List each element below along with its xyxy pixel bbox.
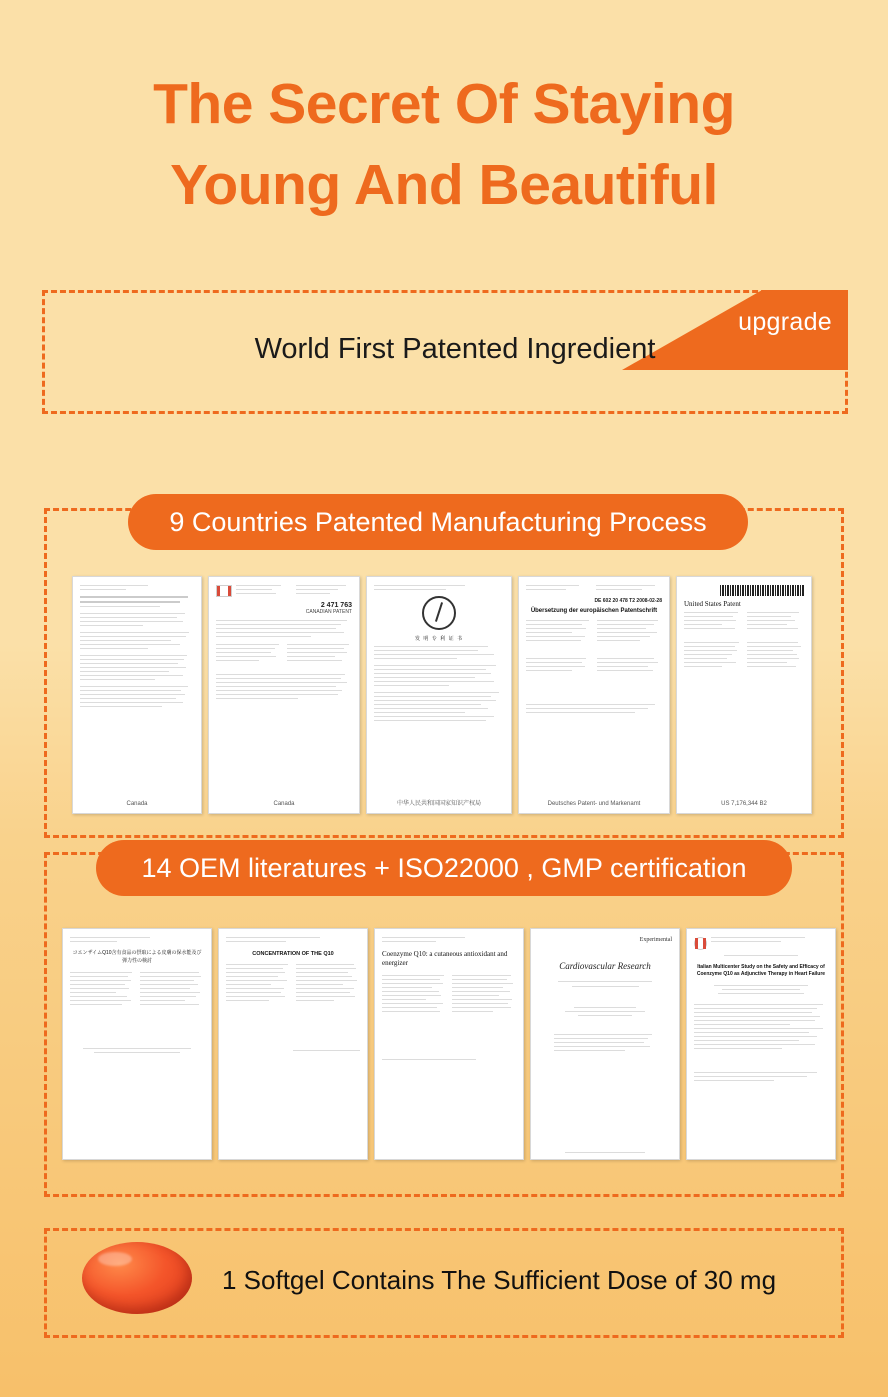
oem-literature-multicentre-study	[686, 928, 836, 1160]
literature-title: CONCENTRATION OF THE Q10	[252, 951, 334, 957]
patent-title: United States Patent	[684, 600, 741, 608]
doc-footer-label: Canada	[273, 801, 295, 807]
european-patent-specification	[518, 576, 670, 814]
united-states-patent	[676, 576, 812, 814]
patent-number: 2 471 763	[320, 602, 352, 609]
title-line-2: Young And Beautiful	[170, 152, 718, 217]
softgel-capsule-icon	[82, 1242, 192, 1314]
dose-text: 1 Softgel Contains The Sufficient Dose of 30 mg	[222, 1265, 777, 1295]
chinese-patent-certificate	[366, 576, 512, 814]
page-title	[0, 0, 888, 226]
patent-type: CANADIAN PATENT	[305, 609, 352, 615]
oem-literature-cjk-1	[62, 928, 212, 1160]
literature-title: Coenzyme Q10: a cutaneous antioxidant and energizer	[382, 950, 508, 968]
canadian-patent-document-2	[208, 576, 360, 814]
national-emblem-icon	[422, 596, 456, 630]
ribbon-label: upgrade	[738, 308, 832, 336]
doc-footer-label: US 7,176,344 B2	[721, 801, 767, 807]
doc-footer-label: Deutsches Patent- und Markenamt	[547, 801, 641, 807]
ingredient-banner	[42, 290, 848, 414]
certificate-title: 发 明 专 利 证 书	[415, 636, 463, 642]
literature-section-title: 14 OEM literatures + ISO22000 , GMP certification	[96, 840, 792, 896]
canada-flag-icon	[216, 585, 232, 597]
patents-section-title: 9 Countries Patented Manufacturing Process	[128, 494, 748, 550]
doc-footer-label: 中华人民共和国国家知识产权局	[396, 801, 481, 807]
barcode-icon	[720, 585, 804, 596]
oem-literature-cutaneous-antioxidant	[374, 928, 524, 1160]
title-line-1: The Secret Of Staying	[153, 72, 735, 136]
patent-documents-row	[72, 576, 812, 814]
literature-documents-row	[62, 928, 836, 1160]
oem-literature-cardiovascular-research: Experimental Cardiovascular Research	[530, 928, 680, 1160]
publisher-logo-icon	[694, 937, 707, 950]
patent-number: DE 602 20 478 T2 2008-02-28	[594, 598, 662, 604]
patent-title: Übersetzung der europäischen Patentschrift	[530, 608, 658, 614]
oem-literature-coq10-absorption	[218, 928, 368, 1160]
journal-title: Cardiovascular Research	[559, 961, 651, 971]
ingredient-banner-text: World First Patented Ingredient	[254, 333, 656, 365]
literature-title: コエンザイムQ10含有食品の摂取による皮膚の保水能及び弾力性の検討	[72, 950, 202, 964]
canadian-patent-document-1	[72, 576, 202, 814]
doc-footer-label: Canada	[126, 801, 148, 807]
literature-title: Italian Multicenter Study on the Safety and Efficacy of Coenzyme Q10 as Adjunctive Therapy in Heart Failure	[696, 964, 826, 978]
